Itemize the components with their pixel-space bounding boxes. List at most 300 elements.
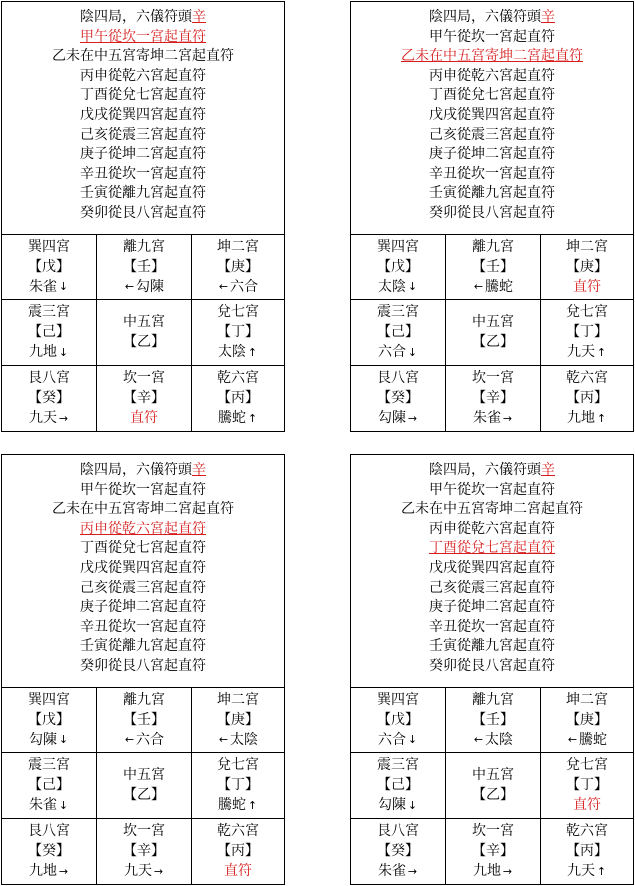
palace-name: 離九宮 [472, 238, 514, 255]
rule-line [2, 579, 284, 599]
rule-line [351, 165, 633, 185]
down-arrow-icon: ↓ [58, 345, 69, 359]
palace-name: 坎一宮 [472, 370, 514, 386]
rule-text: 辛丑從坎一宮起直符 [80, 165, 206, 182]
qimen-panel [350, 454, 634, 885]
spirit-name: 直符 [573, 278, 601, 295]
spirit [29, 343, 69, 362]
rule-line [2, 204, 284, 224]
palace-cell [351, 688, 446, 753]
header-text-block [351, 2, 633, 235]
down-arrow-icon: ↓ [58, 280, 69, 293]
up-arrow-icon: ↑ [247, 798, 258, 812]
spirit-name: 騰蛇 [218, 410, 246, 426]
palace-name: 兌七宮 [566, 757, 608, 773]
palace-cell [446, 366, 541, 431]
rule-line [2, 47, 284, 67]
rule-line [351, 539, 633, 559]
palace-cell [351, 753, 446, 819]
palace-name: 坤二宮 [217, 691, 259, 708]
palace-cell [97, 235, 192, 300]
spirit-name: 勾陳 [136, 278, 164, 295]
spirit [29, 862, 69, 881]
spirit [567, 343, 607, 362]
down-arrow-icon: ↓ [407, 733, 418, 746]
spirit [218, 278, 258, 297]
palace-name: 艮八宮 [377, 370, 419, 386]
rule-text: 丙申從乾六宮起直符 [429, 520, 555, 537]
palace-name: 乾六宮 [566, 370, 608, 386]
spirit [378, 343, 418, 362]
palace-name: 坎一宮 [472, 823, 514, 839]
palace-name: 震三宮 [377, 757, 419, 773]
spirit [218, 796, 258, 815]
rule-text: 丁酉從兌七宮起直符 [429, 540, 555, 557]
palace-name: 坎一宮 [123, 823, 165, 839]
spirit [29, 409, 69, 428]
earth-stem: 【丙】 [217, 843, 259, 859]
spirit [130, 409, 158, 428]
spirit-name: 九地 [29, 344, 57, 360]
earth-stem: 【庚】 [217, 258, 259, 275]
earth-stem: 【辛】 [123, 843, 165, 859]
palace-cell [97, 300, 192, 366]
earth-stem: 【丙】 [566, 843, 608, 859]
palace-cell [541, 819, 633, 884]
rule-line [351, 579, 633, 599]
palace-name: 坤二宮 [566, 691, 608, 708]
palace-name: 巽四宮 [377, 238, 419, 255]
spirit-name: 九天 [29, 410, 57, 426]
palace-name: 乾六宮 [217, 370, 259, 386]
earth-stem: 【辛】 [472, 843, 514, 859]
palace-name: 震三宮 [377, 304, 419, 320]
earth-stem: 【乙】 [123, 334, 165, 350]
left-arrow-icon: ← [124, 280, 135, 293]
earth-stem: 【壬】 [472, 711, 514, 728]
palace-name: 巽四宮 [28, 691, 70, 708]
palace-cell [192, 819, 284, 884]
rule-line [351, 145, 633, 165]
rule-line [351, 481, 633, 501]
right-arrow-icon: → [58, 411, 69, 425]
palace-cell [192, 366, 284, 431]
earth-stem: 【乙】 [123, 787, 165, 803]
ju-title [351, 461, 633, 481]
left-arrow-icon: ← [124, 733, 135, 746]
earth-stem: 【庚】 [566, 258, 608, 275]
rule-text: 丙申從乾六宮起直符 [80, 67, 206, 84]
earth-stem: 【己】 [28, 777, 70, 793]
palace-name: 中五宮 [123, 314, 165, 330]
palace-name: 坤二宮 [566, 238, 608, 255]
left-arrow-icon: ← [473, 280, 484, 293]
header-text-block [351, 455, 633, 688]
spirit-name: 直符 [224, 863, 252, 879]
earth-stem: 【丙】 [566, 390, 608, 406]
right-arrow-icon: → [153, 864, 164, 878]
palace-name: 中五宮 [472, 314, 514, 330]
up-arrow-icon: ↑ [596, 345, 607, 359]
earth-stem: 【庚】 [217, 711, 259, 728]
rule-text: 壬寅從離九宮起直符 [429, 638, 555, 655]
rule-text: 戊戌從巽四宮起直符 [429, 559, 555, 576]
spirit [224, 862, 252, 881]
earth-stem: 【辛】 [123, 390, 165, 406]
spirit-name: 朱雀 [29, 797, 57, 813]
spirit-name: 九地 [473, 863, 501, 879]
earth-stem: 【壬】 [123, 258, 165, 275]
rule-line [351, 618, 633, 638]
rule-text: 戊戌從巽四宮起直符 [429, 106, 555, 123]
rule-text: 己亥從震三宮起直符 [80, 126, 206, 143]
palace-cell [446, 235, 541, 300]
right-arrow-icon: → [58, 864, 69, 878]
spirit-name: 九天 [567, 863, 595, 879]
nine-palace-grid [351, 235, 633, 431]
spirit-name: 九天 [567, 344, 595, 360]
rule-line [2, 500, 284, 520]
rule-text: 癸卯從艮八宮起直符 [80, 657, 206, 674]
spirit-name: 騰蛇 [218, 797, 246, 813]
spirit [567, 862, 607, 881]
rule-text: 癸卯從艮八宮起直符 [80, 204, 206, 221]
palace-name: 乾六宮 [566, 823, 608, 839]
palace-cell [192, 235, 284, 300]
palace-cell [351, 300, 446, 366]
header-text-block [2, 2, 284, 235]
palace-cell [192, 300, 284, 366]
palace-cell [192, 688, 284, 753]
earth-stem: 【戊】 [28, 258, 70, 275]
spirit [124, 731, 164, 750]
spirit [573, 278, 601, 297]
rule-text: 辛丑從坎一宮起直符 [429, 165, 555, 182]
spirit [218, 731, 258, 750]
spirit-name: 太陰 [230, 731, 258, 748]
earth-stem: 【丁】 [566, 324, 608, 340]
palace-cell [2, 366, 97, 431]
rule-text: 陰四局，六儀符頭 [429, 9, 541, 25]
rule-line [2, 106, 284, 126]
rule-line [351, 559, 633, 579]
left-arrow-icon: ← [218, 280, 229, 293]
rule-line [2, 520, 284, 540]
palace-name: 離九宮 [123, 238, 165, 255]
spirit [378, 862, 418, 881]
rule-text: 乙未在中五宮寄坤二宮起直符 [52, 48, 234, 65]
rule-line [351, 500, 633, 520]
earth-stem: 【辛】 [472, 390, 514, 406]
right-arrow-icon: → [502, 864, 513, 878]
palace-cell [2, 300, 97, 366]
right-arrow-icon: → [407, 411, 418, 425]
spirit-name: 太陰 [218, 344, 246, 360]
earth-stem: 【戊】 [28, 711, 70, 728]
earth-stem: 【癸】 [28, 843, 70, 859]
rule-line [2, 598, 284, 618]
left-arrow-icon: ← [567, 733, 578, 746]
spirit-name: 騰蛇 [579, 731, 607, 748]
fu-tou-stem: 辛 [192, 9, 206, 25]
palace-name: 震三宮 [28, 757, 70, 773]
rule-text: 陰四局，六儀符頭 [80, 9, 192, 25]
rule-text: 己亥從震三宮起直符 [80, 579, 206, 596]
palace-cell [446, 819, 541, 884]
up-arrow-icon: ↑ [247, 411, 258, 425]
rule-text: 壬寅從離九宮起直符 [429, 185, 555, 202]
earth-stem: 【乙】 [472, 787, 514, 803]
rule-line [2, 539, 284, 559]
spirit [473, 409, 513, 428]
spirit [378, 796, 418, 815]
palace-name: 中五宮 [472, 767, 514, 783]
rule-line [2, 165, 284, 185]
palace-name: 兌七宮 [217, 304, 259, 320]
earth-stem: 【丁】 [217, 324, 259, 340]
palace-name: 巽四宮 [377, 691, 419, 708]
palace-cell [2, 753, 97, 819]
spirit-name: 六合 [230, 278, 258, 295]
rule-text: 丁酉從兌七宮起直符 [80, 87, 206, 104]
rule-line [351, 520, 633, 540]
palace-cell [541, 300, 633, 366]
spirit [124, 862, 164, 881]
rule-text: 丙申從乾六宮起直符 [80, 520, 206, 537]
ju-title [2, 8, 284, 28]
spirit-name: 朱雀 [378, 863, 406, 879]
rule-text: 癸卯從艮八宮起直符 [429, 204, 555, 221]
palace-name: 坤二宮 [217, 238, 259, 255]
palace-cell [2, 819, 97, 884]
palace-cell [97, 753, 192, 819]
spirit-name: 勾陳 [378, 410, 406, 426]
rule-line [351, 184, 633, 204]
rule-text: 戊戌從巽四宮起直符 [80, 559, 206, 576]
spirit-name: 朱雀 [29, 278, 57, 295]
left-arrow-icon: ← [473, 733, 484, 746]
right-arrow-icon: → [407, 864, 418, 878]
earth-stem: 【癸】 [28, 390, 70, 406]
earth-stem: 【庚】 [566, 711, 608, 728]
rule-line [2, 618, 284, 638]
spirit [29, 796, 69, 815]
spirit-name: 騰蛇 [485, 278, 513, 295]
qimen-panel [1, 454, 285, 885]
rule-text: 癸卯從艮八宮起直符 [429, 657, 555, 674]
spirit-name: 太陰 [485, 731, 513, 748]
rule-line [351, 204, 633, 224]
earth-stem: 【癸】 [377, 843, 419, 859]
rule-text: 庚子從坤二宮起直符 [429, 599, 555, 616]
palace-name: 離九宮 [472, 691, 514, 708]
rule-text: 丁酉從兌七宮起直符 [80, 540, 206, 557]
palace-name: 離九宮 [123, 691, 165, 708]
rule-line [2, 28, 284, 48]
spirit [378, 731, 418, 750]
rule-text: 壬寅從離九宮起直符 [80, 185, 206, 202]
rule-text: 丙申從乾六宮起直符 [429, 67, 555, 84]
rule-line [2, 637, 284, 657]
rule-line [351, 28, 633, 48]
palace-name: 兌七宮 [566, 304, 608, 320]
nine-palace-grid [2, 688, 284, 884]
earth-stem: 【乙】 [472, 334, 514, 350]
spirit-name: 勾陳 [378, 797, 406, 813]
rule-line [2, 126, 284, 146]
palace-name: 艮八宮 [28, 370, 70, 386]
rule-text: 陰四局，六儀符頭 [80, 462, 192, 478]
rule-text: 乙未在中五宮寄坤二宮起直符 [401, 48, 583, 65]
palace-name: 乾六宮 [217, 823, 259, 839]
up-arrow-icon: ↑ [596, 864, 607, 878]
palace-cell [541, 366, 633, 431]
spirit [218, 409, 258, 428]
rule-text: 辛丑從坎一宮起直符 [429, 618, 555, 635]
down-arrow-icon: ↓ [58, 733, 69, 746]
rule-text: 庚子從坤二宮起直符 [80, 599, 206, 616]
palace-name: 震三宮 [28, 304, 70, 320]
up-arrow-icon: ↑ [247, 345, 258, 359]
spirit [473, 278, 513, 297]
spirit-name: 直符 [573, 797, 601, 813]
rule-text: 甲午從坎一宮起直符 [429, 28, 555, 45]
nine-palace-grid [2, 235, 284, 431]
palace-name: 兌七宮 [217, 757, 259, 773]
rule-text: 乙未在中五宮寄坤二宮起直符 [52, 501, 234, 518]
rule-line [2, 184, 284, 204]
rule-text: 甲午從坎一宮起直符 [80, 28, 206, 45]
down-arrow-icon: ↓ [58, 798, 69, 812]
earth-stem: 【戊】 [377, 711, 419, 728]
down-arrow-icon: ↓ [407, 345, 418, 359]
earth-stem: 【丁】 [566, 777, 608, 793]
earth-stem: 【丁】 [217, 777, 259, 793]
palace-cell [2, 235, 97, 300]
palace-cell [2, 688, 97, 753]
spirit-name: 朱雀 [473, 410, 501, 426]
rule-line [2, 481, 284, 501]
rule-text: 壬寅從離九宮起直符 [80, 638, 206, 655]
earth-stem: 【己】 [377, 324, 419, 340]
spirit-name: 九地 [567, 410, 595, 426]
spirit-name: 六合 [378, 731, 406, 748]
palace-cell [446, 753, 541, 819]
spirit-name: 九天 [124, 863, 152, 879]
palace-cell [97, 819, 192, 884]
spirit-name: 六合 [136, 731, 164, 748]
rule-text: 庚子從坤二宮起直符 [80, 146, 206, 163]
rule-text: 己亥從震三宮起直符 [429, 126, 555, 143]
palace-cell [97, 366, 192, 431]
up-arrow-icon: ↑ [596, 411, 607, 425]
ju-title [2, 461, 284, 481]
ju-title [351, 8, 633, 28]
spirit [473, 862, 513, 881]
rule-line [351, 126, 633, 146]
fu-tou-stem: 辛 [541, 9, 555, 25]
rule-text: 庚子從坤二宮起直符 [429, 146, 555, 163]
palace-name: 巽四宮 [28, 238, 70, 255]
palace-name: 艮八宮 [28, 823, 70, 839]
palace-cell [97, 688, 192, 753]
spirit [567, 409, 607, 428]
rule-line [2, 145, 284, 165]
rule-text: 辛丑從坎一宮起直符 [80, 618, 206, 635]
spirit [378, 278, 418, 297]
down-arrow-icon: ↓ [407, 280, 418, 293]
spirit [29, 731, 69, 750]
rule-line [351, 106, 633, 126]
palace-cell [351, 366, 446, 431]
earth-stem: 【己】 [28, 324, 70, 340]
rule-line [351, 657, 633, 677]
spirit [567, 731, 607, 750]
down-arrow-icon: ↓ [407, 798, 418, 812]
rule-line [2, 67, 284, 87]
spirit [218, 343, 258, 362]
rule-text: 甲午從坎一宮起直符 [429, 481, 555, 498]
fu-tou-stem: 辛 [192, 462, 206, 478]
earth-stem: 【壬】 [123, 711, 165, 728]
qimen-panel [1, 1, 285, 432]
spirit-name: 九地 [29, 863, 57, 879]
spirit-name: 六合 [378, 344, 406, 360]
left-arrow-icon: ← [218, 733, 229, 746]
rule-line [351, 598, 633, 618]
spirit-name: 太陰 [378, 278, 406, 295]
rule-text: 陰四局，六儀符頭 [429, 462, 541, 478]
palace-cell [351, 235, 446, 300]
palace-cell [446, 688, 541, 753]
rule-line [2, 657, 284, 677]
rule-text: 戊戌從巽四宮起直符 [80, 106, 206, 123]
palace-cell [351, 819, 446, 884]
spirit [124, 278, 164, 297]
right-arrow-icon: → [502, 411, 513, 425]
header-text-block [2, 455, 284, 688]
rule-text: 乙未在中五宮寄坤二宮起直符 [401, 501, 583, 518]
rule-text: 己亥從震三宮起直符 [429, 579, 555, 596]
palace-cell [541, 753, 633, 819]
palace-name: 艮八宮 [377, 823, 419, 839]
rule-line [351, 637, 633, 657]
palace-cell [541, 235, 633, 300]
palace-cell [192, 753, 284, 819]
spirit-name: 直符 [130, 410, 158, 426]
rule-line [351, 67, 633, 87]
spirit [29, 278, 69, 297]
rule-line [2, 559, 284, 579]
spirit [573, 796, 601, 815]
rule-text: 丁酉從兌七宮起直符 [429, 87, 555, 104]
rule-line [351, 47, 633, 67]
nine-palace-grid [351, 688, 633, 884]
spirit [473, 731, 513, 750]
fu-tou-stem: 辛 [541, 462, 555, 478]
earth-stem: 【己】 [377, 777, 419, 793]
palace-cell [541, 688, 633, 753]
qimen-panel [350, 1, 634, 432]
spirit-name: 勾陳 [29, 731, 57, 748]
earth-stem: 【丙】 [217, 390, 259, 406]
rule-line [2, 86, 284, 106]
earth-stem: 【壬】 [472, 258, 514, 275]
palace-name: 坎一宮 [123, 370, 165, 386]
rule-line [351, 86, 633, 106]
palace-cell [446, 300, 541, 366]
rule-text: 甲午從坎一宮起直符 [80, 481, 206, 498]
